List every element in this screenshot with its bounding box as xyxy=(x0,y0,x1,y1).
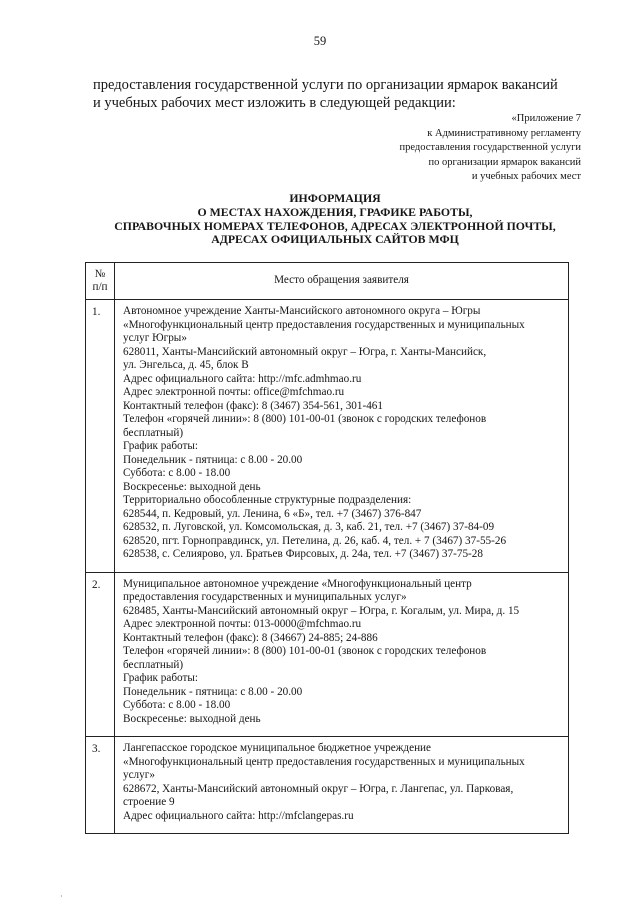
content-line: Лангепасское городское муниципальное бюджетное учреждение xyxy=(123,742,432,754)
content-line: Суббота: с 8.00 - 18.00 xyxy=(123,467,231,479)
content-line: Телефон «горячей линии»: 8 (800) 101-00-01 (звонок с городских телефонов xyxy=(123,645,487,657)
document-heading xyxy=(0,192,640,247)
content-line: 628485, Ханты-Мансийский автономный округ – Югра, г. Когалым, ул. Мира, д. 15 xyxy=(123,604,520,617)
intro-line: предоставления государственной услуги по организации ярмарок вакансий xyxy=(93,77,558,93)
content-line: предоставления государственных и муниципальных услуг» xyxy=(123,591,407,603)
header-place-cell: Место обращения заявителя xyxy=(115,263,569,300)
content-line: Территориально обособленные структурные подразделения: xyxy=(123,494,412,506)
appendix-line: «Приложение 7 xyxy=(511,113,581,124)
intro-line: и учебных рабочих мест изложить в следующей редакции: xyxy=(93,95,456,111)
content-line: Понедельник - пятница: с 8.00 - 20.00 xyxy=(123,453,303,466)
content-line: Контактный телефон (факс): 8 (3467) 354-561, 301-461 xyxy=(123,399,383,412)
content-line: График работы: xyxy=(123,672,199,684)
scan-mark: · xyxy=(60,892,63,901)
content-line: «Многофункциональный центр предоставления государственных и муниципальных xyxy=(123,318,525,331)
header-number-line: № xyxy=(94,267,106,280)
intro-paragraph xyxy=(93,76,563,112)
heading-line: АДРЕСАХ ОФИЦИАЛЬНЫХ САЙТОВ МФЦ xyxy=(211,232,459,247)
content-line: Понедельник - пятница: с 8.00 - 20.00 xyxy=(123,685,303,698)
content-line: Муниципальное автономное учреждение «Многофункциональный центр xyxy=(123,577,472,590)
content-line: Адрес электронной почты: 013-0000@mfchmao.ru xyxy=(123,618,362,630)
row-content xyxy=(115,737,569,834)
content-line: услуг» xyxy=(123,769,155,781)
header-number-cell xyxy=(86,263,115,300)
content-line: 628672, Ханты-Мансийский автономный округ – Югра, г. Лангепас, ул. Парковая, xyxy=(123,782,514,795)
content-line: строение 9 xyxy=(123,796,175,808)
content-line: Адрес официального сайта: http://mfclangepas.ru xyxy=(123,809,354,822)
content-line: услуг Югры» xyxy=(123,332,187,344)
content-line: 628520, пгт. Горноправдинск, ул. Петелина, д. 26, каб. 4, тел. + 7 (3467) 37-55-26 xyxy=(123,534,507,547)
content-line: Воскресенье: выходной день xyxy=(123,712,261,725)
row-number: 2. xyxy=(86,572,115,737)
appendix-line: по организации ярмарок вакансий xyxy=(428,156,581,168)
content-line: Воскресенье: выходной день xyxy=(123,480,261,493)
content-line: Телефон «горячей линии»: 8 (800) 101-00-01 (звонок с городских телефонов xyxy=(123,413,487,425)
page-number: 59 xyxy=(313,34,327,48)
row-content xyxy=(115,300,569,573)
mfc-info-table xyxy=(85,262,569,834)
content-line: График работы: xyxy=(123,440,199,452)
table-row xyxy=(86,572,569,737)
appendix-line: к Административному регламенту xyxy=(427,127,581,139)
content-line: Адрес официального сайта: http://mfc.admhmao.ru xyxy=(123,372,362,385)
heading-line: СПРАВОЧНЫХ НОМЕРАХ ТЕЛЕФОНОВ, АДРЕСАХ ЭЛЕКТРОННОЙ ПОЧТЫ, xyxy=(114,218,556,233)
header-number-line: п/п xyxy=(92,281,108,293)
content-line: Суббота: с 8.00 - 18.00 xyxy=(123,699,231,711)
content-line: бесплатный) xyxy=(123,426,184,439)
row-number: 1. xyxy=(86,300,115,573)
content-line: 628532, п. Луговской, ул. Комсомольская, д. 3, каб. 21, тел. +7 (3467) 37-84-09 xyxy=(123,521,495,533)
appendix-note xyxy=(400,112,581,185)
content-line: 628538, с. Селиярово, ул. Братьев Фирсовых, д. 24а, тел. +7 (3467) 37-75-28 xyxy=(123,548,483,560)
heading-line: ИНФОРМАЦИЯ xyxy=(289,191,381,205)
heading-line: О МЕСТАХ НАХОЖДЕНИЯ, ГРАФИКЕ РАБОТЫ, xyxy=(197,204,473,219)
row-number: 3. xyxy=(86,737,115,834)
content-line: 628544, п. Кедровый, ул. Ленина, 6 «Б», тел. +7 (3467) 376-847 xyxy=(123,507,422,520)
appendix-line: предоставления государственной услуги xyxy=(399,142,581,153)
content-line: Адрес электронной почты: office@mfchmao.ru xyxy=(123,386,345,398)
content-line: ул. Энгельса, д. 45, блок В xyxy=(123,359,249,371)
table-row xyxy=(86,300,569,573)
table-row xyxy=(86,737,569,834)
content-line: «Многофункциональный центр предоставления государственных и муниципальных xyxy=(123,755,525,768)
content-line: Автономное учреждение Ханты-Мансийского автономного округа – Югры xyxy=(123,305,481,317)
content-line: 628011, Ханты-Мансийский автономный округ – Югра, г. Ханты-Мансийск, xyxy=(123,345,487,358)
content-line: Контактный телефон (факс): 8 (34667) 24-885; 24-886 xyxy=(123,631,378,644)
content-line: бесплатный) xyxy=(123,658,184,671)
appendix-line: и учебных рабочих мест xyxy=(471,171,581,182)
table-header-row xyxy=(86,263,569,300)
row-content xyxy=(115,572,569,737)
